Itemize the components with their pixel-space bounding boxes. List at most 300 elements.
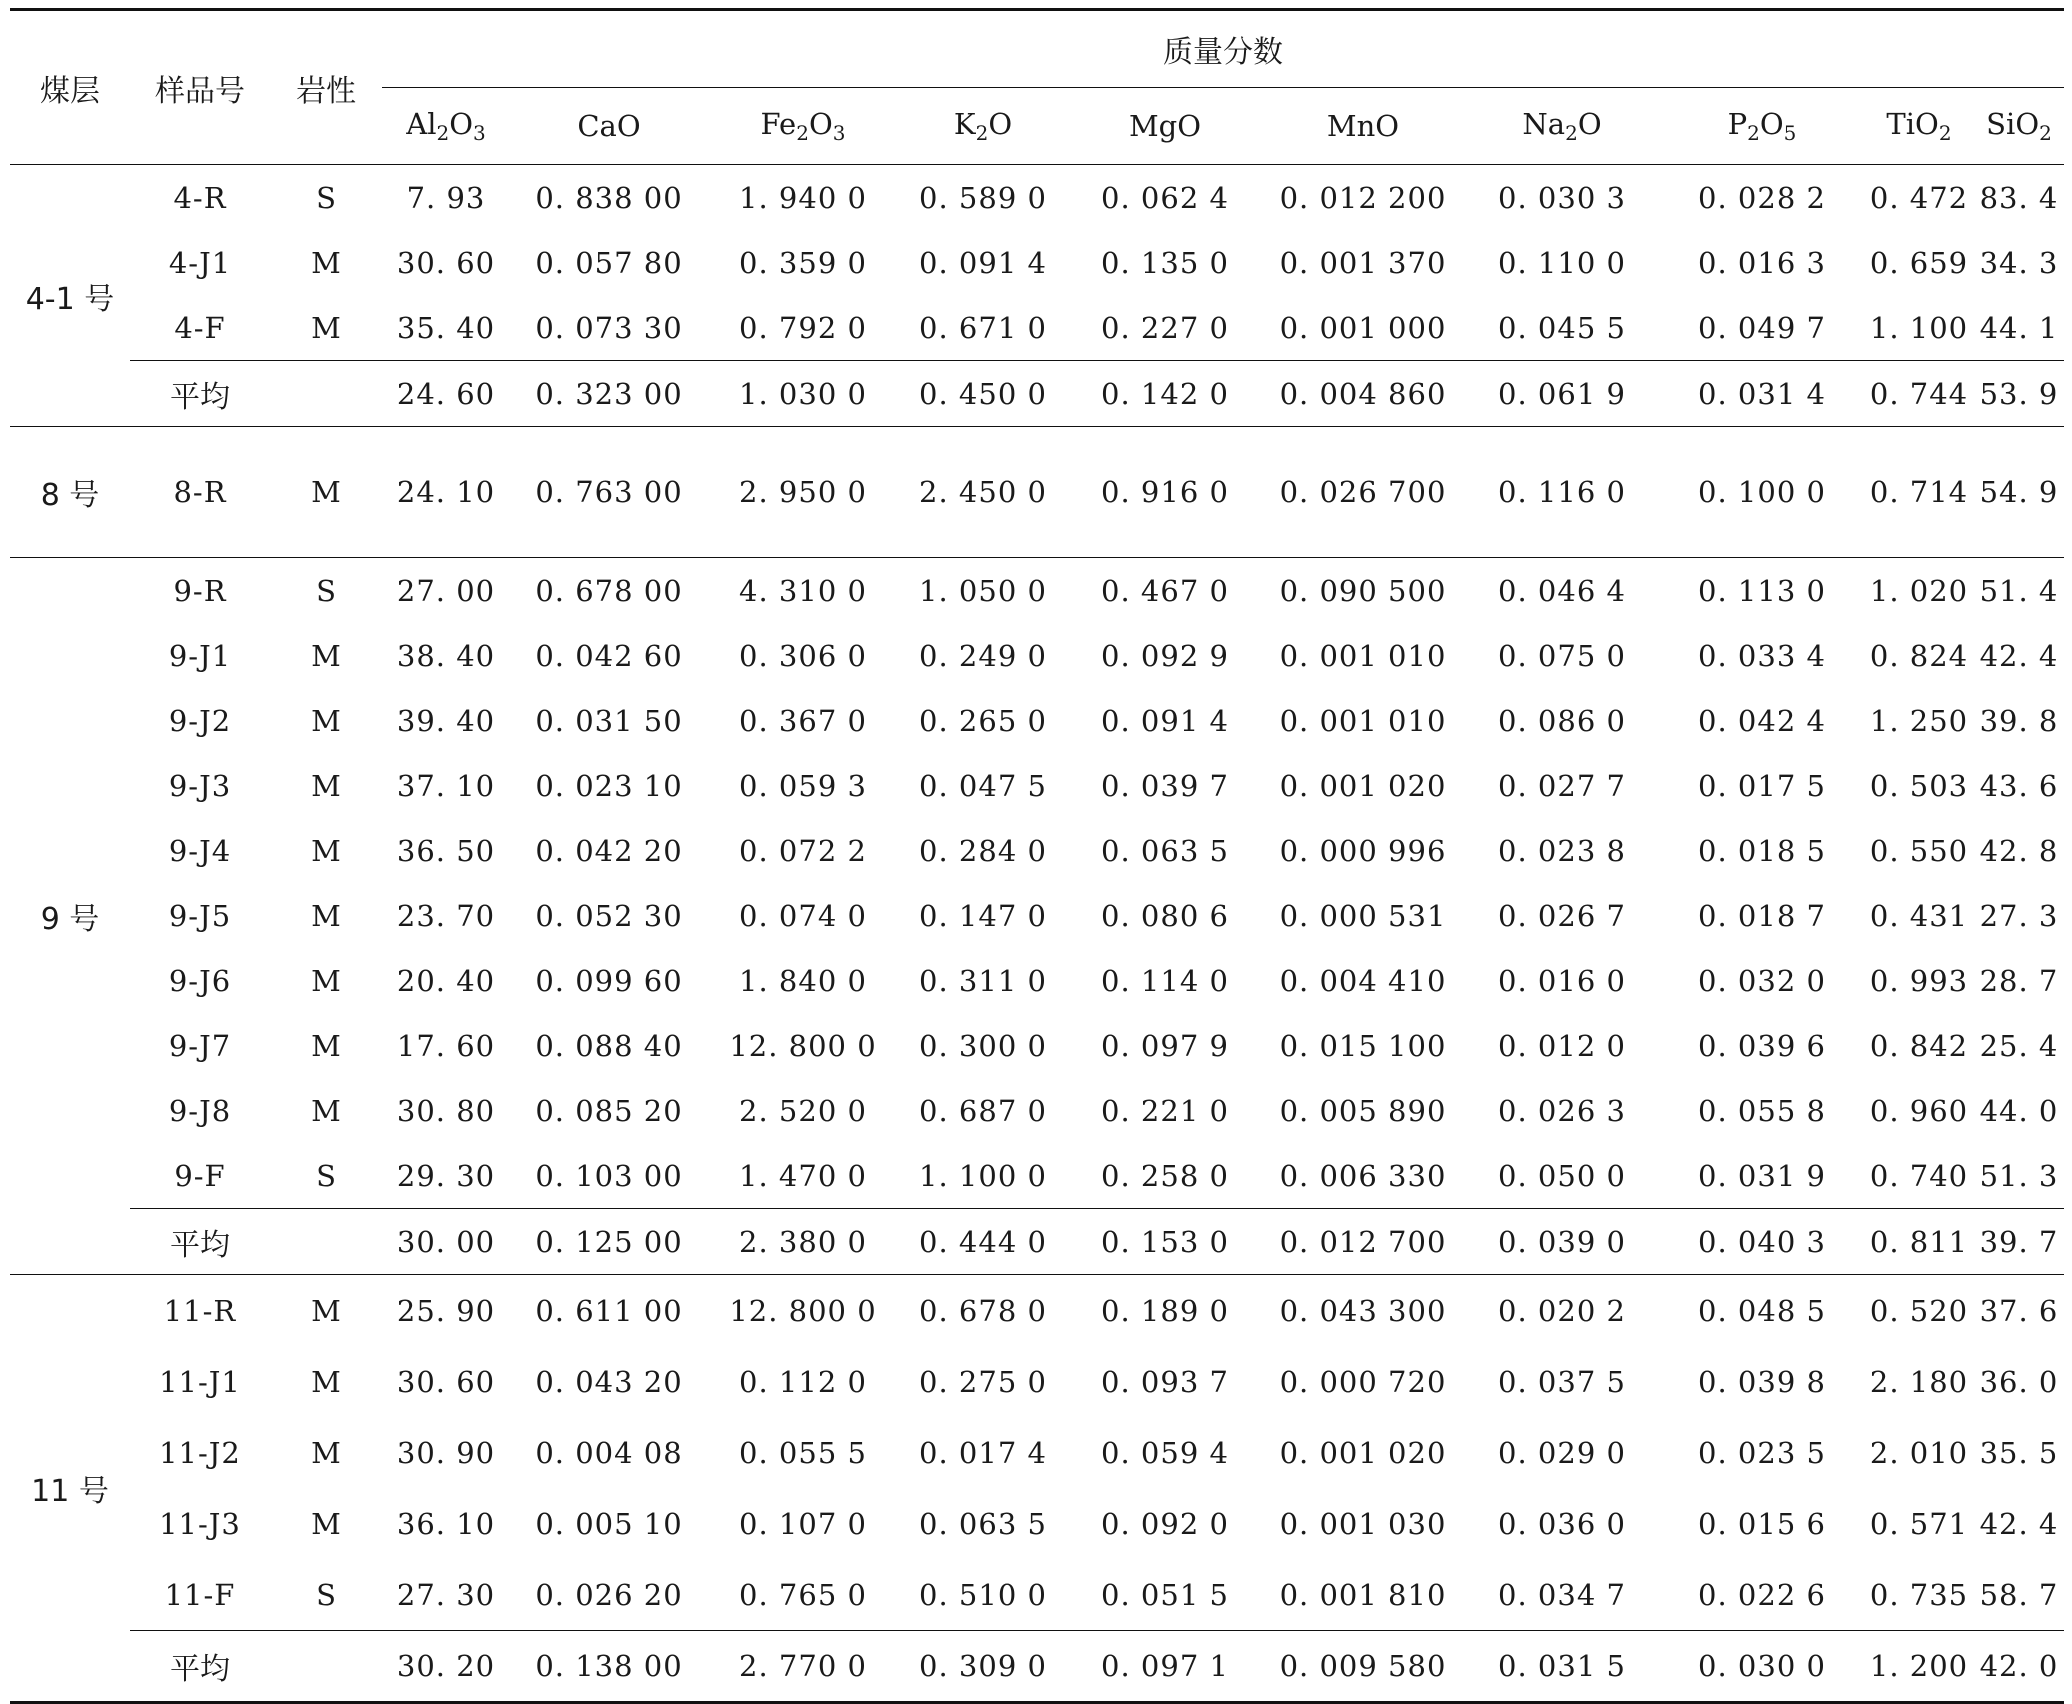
- value-cell: 0. 006 330: [1279, 1158, 1447, 1193]
- value-cell: 0. 678 00: [535, 573, 683, 608]
- value-cell: 0. 510 0: [919, 1577, 1047, 1612]
- value-cell: 0. 114 0: [1101, 963, 1229, 998]
- oxide-symbol: SiO: [1986, 107, 2040, 141]
- lithology-cell: M: [311, 1028, 341, 1063]
- value-cell: 0. 824: [1869, 638, 1969, 673]
- lithology-cell: M: [311, 898, 341, 933]
- value-cell: 0. 116 0: [1498, 475, 1626, 509]
- value-cell: 0. 000 531: [1279, 898, 1447, 933]
- value-cell: 0. 838 00: [535, 180, 683, 215]
- value-cell: 0. 039 6: [1698, 1028, 1826, 1063]
- value-cell: 0. 031 50: [535, 703, 683, 738]
- value-cell: 0. 032 0: [1698, 963, 1826, 998]
- value-cell: 39. 40: [396, 703, 496, 738]
- value-cell: 0. 033 4: [1698, 638, 1826, 673]
- header-lithology: 岩性: [296, 73, 356, 109]
- value-cell: 0. 005 10: [535, 1506, 683, 1541]
- oxide-subscript: 2: [796, 121, 809, 145]
- value-cell: 0. 091 4: [919, 245, 1047, 280]
- value-cell: 25. 90: [396, 1293, 496, 1328]
- value-cell: 0. 017 5: [1698, 768, 1826, 803]
- value-cell: 0. 015 100: [1279, 1028, 1447, 1063]
- value-cell: 0. 050 0: [1498, 1158, 1626, 1193]
- value-cell: 12. 800 0: [729, 1293, 877, 1328]
- sample-cell: 9-J4: [168, 833, 232, 868]
- value-cell: 58. 7: [1979, 1577, 2059, 1612]
- header-oxide: [510, 88, 708, 165]
- value-cell: 30. 90: [396, 1435, 496, 1470]
- average-value-cell: 39. 7: [1974, 1209, 2064, 1275]
- average-label: 平均: [130, 1209, 270, 1275]
- value-cell: 12. 800 0: [729, 1028, 877, 1063]
- value-cell: 0. 055 5: [739, 1435, 867, 1470]
- value-cell: 0. 036 0: [1498, 1506, 1626, 1541]
- value-cell: 0. 431: [1869, 898, 1969, 933]
- oxide-symbol: O: [808, 107, 833, 141]
- value-cell: 0. 042 20: [535, 833, 683, 868]
- average-value-cell: 2. 770 0: [708, 1631, 898, 1703]
- value-cell: 0. 004 410: [1279, 963, 1447, 998]
- average-lithology-empty: [270, 1631, 382, 1703]
- value-cell: 27. 3: [1979, 898, 2059, 933]
- table-row: [10, 818, 2064, 883]
- average-value-cell: 0. 138 00: [510, 1631, 708, 1703]
- value-cell: 0. 714: [1869, 475, 1969, 509]
- average-lithology-empty: [270, 361, 382, 427]
- oxide-symbol: MnO: [1326, 109, 1400, 143]
- value-cell: 0. 046 4: [1498, 573, 1626, 608]
- value-cell: 0. 031 9: [1698, 1158, 1826, 1193]
- header-mass-fraction: 质量分数: [1163, 35, 1283, 70]
- value-cell: 0. 043 20: [535, 1364, 683, 1399]
- value-cell: 0. 000 996: [1279, 833, 1447, 868]
- average-value-cell: 0. 142 0: [1068, 361, 1262, 427]
- average-value-cell: 0. 009 580: [1262, 1631, 1464, 1703]
- lithology-cell: M: [311, 638, 341, 673]
- value-cell: 0. 258 0: [1101, 1158, 1229, 1193]
- value-cell: 0. 034 7: [1498, 1577, 1626, 1612]
- oxide-subscript: 2: [1747, 121, 1760, 145]
- oxide-symbol: P: [1727, 107, 1748, 141]
- value-cell: 0. 030 3: [1498, 180, 1626, 215]
- value-cell: 0. 099 60: [535, 963, 683, 998]
- value-cell: 0. 001 020: [1279, 768, 1447, 803]
- value-cell: 30. 80: [396, 1093, 496, 1128]
- table-row: [10, 427, 2064, 558]
- seam-cell: 8 号: [40, 478, 100, 513]
- value-cell: 0. 055 8: [1698, 1093, 1826, 1128]
- lithology-cell: S: [316, 180, 336, 215]
- value-cell: 0. 023 5: [1698, 1435, 1826, 1470]
- value-cell: 36. 10: [396, 1506, 496, 1541]
- lithology-cell: M: [311, 768, 341, 803]
- oxide-composition-table: [10, 8, 2064, 1704]
- value-cell: 0. 092 9: [1101, 638, 1229, 673]
- table-row: [10, 883, 2064, 948]
- value-cell: 44. 0: [1979, 1093, 2059, 1128]
- value-cell: 0. 051 5: [1101, 1577, 1229, 1612]
- value-cell: 0. 026 3: [1498, 1093, 1626, 1128]
- value-cell: 0. 550: [1869, 833, 1969, 868]
- seam-group: [10, 1275, 2064, 1703]
- value-cell: 0. 110 0: [1498, 245, 1626, 280]
- value-cell: 1. 020: [1869, 573, 1969, 608]
- value-cell: 36. 50: [396, 833, 496, 868]
- average-lithology-empty: [270, 1209, 382, 1275]
- table-row: [10, 1078, 2064, 1143]
- seam-group: [10, 558, 2064, 1275]
- value-cell: 0. 589 0: [919, 180, 1047, 215]
- value-cell: 0. 018 7: [1698, 898, 1826, 933]
- value-cell: 0. 678 0: [919, 1293, 1047, 1328]
- value-cell: 0. 792 0: [739, 310, 867, 345]
- value-cell: 0. 057 80: [535, 245, 683, 280]
- value-cell: 0. 074 0: [739, 898, 867, 933]
- sample-cell: 11-J1: [159, 1364, 241, 1399]
- value-cell: 0. 112 0: [739, 1364, 867, 1399]
- value-cell: 0. 300 0: [919, 1028, 1047, 1063]
- value-cell: 1. 840 0: [739, 963, 867, 998]
- value-cell: 0. 004 08: [535, 1435, 683, 1470]
- value-cell: 0. 993: [1869, 963, 1969, 998]
- value-cell: 20. 40: [396, 963, 496, 998]
- table-row: [10, 230, 2064, 295]
- lithology-cell: M: [311, 833, 341, 868]
- sample-cell: 4-R: [173, 180, 227, 215]
- average-row: [10, 361, 2064, 427]
- table-row: [10, 1275, 2064, 1347]
- average-value-cell: 0. 323 00: [510, 361, 708, 427]
- value-cell: 0. 842: [1869, 1028, 1969, 1063]
- sample-cell: 9-J7: [168, 1028, 232, 1063]
- value-cell: 0. 189 0: [1101, 1293, 1229, 1328]
- value-cell: 7. 93: [406, 180, 486, 215]
- average-value-cell: 53. 9: [1974, 361, 2064, 427]
- value-cell: 0. 359 0: [739, 245, 867, 280]
- header-oxide: [898, 88, 1068, 165]
- oxide-symbol: O: [988, 107, 1013, 141]
- lithology-cell: S: [316, 573, 336, 608]
- sample-cell: 11-F: [164, 1577, 236, 1612]
- seam-cell: 9 号: [40, 902, 100, 937]
- value-cell: 1. 250: [1869, 703, 1969, 738]
- oxide-subscript: 5: [1783, 121, 1797, 145]
- value-cell: 0. 740: [1869, 1158, 1969, 1193]
- value-cell: 0. 687 0: [919, 1093, 1047, 1128]
- lithology-cell: S: [316, 1158, 336, 1193]
- oxide-symbol: O: [1577, 107, 1602, 141]
- table-row: [10, 558, 2064, 624]
- value-cell: 1. 100: [1869, 310, 1969, 345]
- value-cell: 0. 045 5: [1498, 310, 1626, 345]
- table-row: [10, 165, 2064, 231]
- value-cell: 0. 059 4: [1101, 1435, 1229, 1470]
- value-cell: 2. 950 0: [739, 475, 867, 509]
- lithology-cell: M: [311, 963, 341, 998]
- seam-group: [10, 427, 2064, 558]
- value-cell: 0. 093 7: [1101, 1364, 1229, 1399]
- lithology-cell: M: [311, 1506, 341, 1541]
- value-cell: 0. 103 00: [535, 1158, 683, 1193]
- value-cell: 36. 0: [1979, 1364, 2059, 1399]
- table-row: [10, 688, 2064, 753]
- value-cell: 29. 30: [396, 1158, 496, 1193]
- value-cell: 0. 047 5: [919, 768, 1047, 803]
- value-cell: 35. 5: [1979, 1435, 2059, 1470]
- value-cell: 0. 001 030: [1279, 1506, 1447, 1541]
- value-cell: 0. 097 9: [1101, 1028, 1229, 1063]
- value-cell: 38. 40: [396, 638, 496, 673]
- value-cell: 0. 221 0: [1101, 1093, 1229, 1128]
- sample-cell: 8-R: [173, 475, 227, 509]
- lithology-cell: M: [311, 245, 341, 280]
- average-value-cell: 0. 450 0: [898, 361, 1068, 427]
- value-cell: 0. 063 5: [1101, 833, 1229, 868]
- value-cell: 0. 026 7: [1498, 898, 1626, 933]
- value-cell: 0. 000 720: [1279, 1364, 1447, 1399]
- average-value-cell: 1. 030 0: [708, 361, 898, 427]
- average-value-cell: 0. 061 9: [1464, 361, 1660, 427]
- value-cell: 42. 4: [1979, 1506, 2059, 1541]
- table-row: [10, 623, 2064, 688]
- value-cell: 17. 60: [396, 1028, 496, 1063]
- value-cell: 4. 310 0: [739, 573, 867, 608]
- value-cell: 0. 027 7: [1498, 768, 1626, 803]
- oxide-subscript: 2: [1938, 121, 1952, 145]
- value-cell: 42. 8: [1979, 833, 2059, 868]
- value-cell: 27. 00: [396, 573, 496, 608]
- table-row: [10, 1013, 2064, 1078]
- sample-cell: 4-F: [174, 310, 226, 345]
- sample-cell: 11-J3: [159, 1506, 241, 1541]
- average-value-cell: 0. 004 860: [1262, 361, 1464, 427]
- value-cell: 0. 001 810: [1279, 1577, 1447, 1612]
- value-cell: 0. 063 5: [919, 1506, 1047, 1541]
- value-cell: 0. 086 0: [1498, 703, 1626, 738]
- value-cell: 0. 043 300: [1279, 1293, 1447, 1328]
- oxide-symbol: CaO: [577, 109, 641, 143]
- sample-cell: 9-J5: [168, 898, 232, 933]
- sample-cell: 9-J3: [168, 768, 232, 803]
- seam-cell: 4-1 号: [25, 281, 115, 317]
- table-row: [10, 295, 2064, 361]
- value-cell: 0. 017 4: [919, 1435, 1047, 1470]
- average-value-cell: 42. 0: [1974, 1631, 2064, 1703]
- value-cell: 0. 275 0: [919, 1364, 1047, 1399]
- table-row: [10, 948, 2064, 1013]
- sample-cell: 11-J2: [159, 1435, 241, 1470]
- value-cell: 0. 059 3: [739, 768, 867, 803]
- lithology-cell: M: [311, 1364, 341, 1399]
- oxide-symbol: O: [1759, 107, 1784, 141]
- value-cell: 2. 450 0: [919, 475, 1047, 509]
- value-cell: 0. 042 60: [535, 638, 683, 673]
- value-cell: 34. 3: [1979, 245, 2059, 280]
- value-cell: 0. 763 00: [535, 475, 683, 509]
- sample-cell: 9-J1: [168, 638, 232, 673]
- average-value-cell: 0. 030 0: [1660, 1631, 1864, 1703]
- value-cell: 54. 9: [1979, 475, 2059, 509]
- header-sample: 样品号: [155, 73, 245, 109]
- value-cell: 0. 001 010: [1279, 638, 1447, 673]
- value-cell: 0. 018 5: [1698, 833, 1826, 868]
- average-value-cell: 30. 20: [382, 1631, 510, 1703]
- average-value-cell: 0. 444 0: [898, 1209, 1068, 1275]
- average-row: [10, 1631, 2064, 1703]
- oxide-subscript: 3: [473, 121, 486, 145]
- value-cell: 0. 311 0: [919, 963, 1047, 998]
- table-row: [10, 1559, 2064, 1631]
- value-cell: 0. 735: [1869, 1577, 1969, 1612]
- average-value-cell: 0. 153 0: [1068, 1209, 1262, 1275]
- sample-cell: 9-J2: [168, 703, 232, 738]
- oxide-symbol: K: [953, 107, 976, 141]
- average-value-cell: 0. 125 00: [510, 1209, 708, 1275]
- value-cell: 1. 050 0: [919, 573, 1047, 608]
- value-cell: 0. 073 30: [535, 310, 683, 345]
- value-cell: 0. 016 3: [1698, 245, 1826, 280]
- average-value-cell: 1. 200: [1864, 1631, 1974, 1703]
- value-cell: 0. 092 0: [1101, 1506, 1229, 1541]
- value-cell: 1. 100 0: [919, 1158, 1047, 1193]
- header-oxide: [1864, 88, 1974, 165]
- table-row: [10, 753, 2064, 818]
- table-header: [10, 10, 2064, 165]
- value-cell: 23. 70: [396, 898, 496, 933]
- value-cell: 0. 001 010: [1279, 703, 1447, 738]
- lithology-cell: M: [311, 703, 341, 738]
- value-cell: 2. 520 0: [739, 1093, 867, 1128]
- value-cell: 2. 180: [1869, 1364, 1969, 1399]
- value-cell: 0. 765 0: [739, 1577, 867, 1612]
- value-cell: 0. 052 30: [535, 898, 683, 933]
- value-cell: 0. 049 7: [1698, 310, 1826, 345]
- value-cell: 0. 611 00: [535, 1293, 683, 1328]
- value-cell: 0. 016 0: [1498, 963, 1626, 998]
- sample-cell: 9-J6: [168, 963, 232, 998]
- header-oxide: [1660, 88, 1864, 165]
- value-cell: 42. 4: [1979, 638, 2059, 673]
- value-cell: 0. 135 0: [1101, 245, 1229, 280]
- value-cell: 0. 472: [1869, 180, 1969, 215]
- oxide-symbol: Fe: [760, 107, 797, 141]
- value-cell: 0. 039 7: [1101, 768, 1229, 803]
- table-row: [10, 1346, 2064, 1417]
- value-cell: 0. 001 370: [1279, 245, 1447, 280]
- header-oxide: [382, 88, 510, 165]
- average-value-cell: 0. 031 4: [1660, 361, 1864, 427]
- header-oxide: [1262, 88, 1464, 165]
- header-oxide: [1068, 88, 1262, 165]
- value-cell: 27. 30: [396, 1577, 496, 1612]
- value-cell: 39. 8: [1979, 703, 2059, 738]
- lithology-cell: M: [311, 1093, 341, 1128]
- value-cell: 0. 520: [1869, 1293, 1969, 1328]
- value-cell: 0. 028 2: [1698, 180, 1826, 215]
- value-cell: 0. 107 0: [739, 1506, 867, 1541]
- value-cell: 28. 7: [1979, 963, 2059, 998]
- oxide-symbol: MgO: [1128, 109, 1202, 143]
- value-cell: 0. 020 2: [1498, 1293, 1626, 1328]
- oxide-subscript: 2: [2039, 121, 2052, 145]
- value-cell: 0. 022 6: [1698, 1577, 1826, 1612]
- header-oxide: [1974, 88, 2064, 165]
- value-cell: 0. 503: [1869, 768, 1969, 803]
- value-cell: 1. 470 0: [739, 1158, 867, 1193]
- seam-cell: 11 号: [31, 1474, 109, 1509]
- value-cell: 0. 023 10: [535, 768, 683, 803]
- value-cell: 24. 10: [396, 475, 496, 509]
- value-cell: 51. 3: [1979, 1158, 2059, 1193]
- sample-cell: 11-R: [163, 1293, 237, 1328]
- value-cell: 0. 085 20: [535, 1093, 683, 1128]
- header-oxide: [1464, 88, 1660, 165]
- value-cell: 0. 072 2: [739, 833, 867, 868]
- value-cell: 0. 029 0: [1498, 1435, 1626, 1470]
- value-cell: 0. 023 8: [1498, 833, 1626, 868]
- value-cell: 0. 048 5: [1698, 1293, 1826, 1328]
- value-cell: 0. 026 700: [1279, 475, 1447, 509]
- value-cell: 2. 010: [1869, 1435, 1969, 1470]
- value-cell: 83. 4: [1979, 180, 2059, 215]
- oxide-subscript: 2: [1565, 121, 1578, 145]
- average-label: 平均: [130, 361, 270, 427]
- oxide-symbol: O: [449, 107, 473, 141]
- value-cell: 0. 026 20: [535, 1577, 683, 1612]
- value-cell: 0. 671 0: [919, 310, 1047, 345]
- table-row: [10, 1143, 2064, 1209]
- value-cell: 0. 367 0: [739, 703, 867, 738]
- lithology-cell: S: [316, 1577, 336, 1612]
- value-cell: 0. 062 4: [1101, 180, 1229, 215]
- value-cell: 51. 4: [1979, 573, 2059, 608]
- lithology-cell: M: [311, 1435, 341, 1470]
- average-value-cell: 0. 811: [1864, 1209, 1974, 1275]
- value-cell: 0. 916 0: [1101, 475, 1229, 509]
- sample-cell: 9-F: [174, 1158, 226, 1193]
- value-cell: 30. 60: [396, 1364, 496, 1399]
- sample-cell: 4-J1: [168, 245, 232, 280]
- oxide-subscript: 3: [832, 121, 846, 145]
- value-cell: 0. 015 6: [1698, 1506, 1826, 1541]
- average-value-cell: 0. 012 700: [1262, 1209, 1464, 1275]
- average-value-cell: 2. 380 0: [708, 1209, 898, 1275]
- oxide-symbol: Al: [406, 107, 437, 141]
- value-cell: 0. 659: [1869, 245, 1969, 280]
- value-cell: 0. 075 0: [1498, 638, 1626, 673]
- value-cell: 37. 6: [1979, 1293, 2059, 1328]
- value-cell: 25. 4: [1979, 1028, 2059, 1063]
- value-cell: 0. 467 0: [1101, 573, 1229, 608]
- value-cell: 0. 090 500: [1279, 573, 1447, 608]
- oxide-subscript: 2: [975, 121, 989, 145]
- value-cell: 0. 037 5: [1498, 1364, 1626, 1399]
- value-cell: 0. 227 0: [1101, 310, 1229, 345]
- average-row: [10, 1209, 2064, 1275]
- value-cell: 0. 284 0: [919, 833, 1047, 868]
- average-value-cell: 0. 309 0: [898, 1631, 1068, 1703]
- table-row: [10, 1488, 2064, 1559]
- value-cell: 0. 001 000: [1279, 310, 1447, 345]
- sample-cell: 9-R: [173, 573, 227, 608]
- lithology-cell: M: [311, 310, 341, 345]
- header-seam: 煤层: [40, 73, 100, 109]
- sample-cell: 9-J8: [168, 1093, 232, 1128]
- value-cell: 35. 40: [396, 310, 496, 345]
- average-value-cell: 30. 00: [382, 1209, 510, 1275]
- value-cell: 0. 042 4: [1698, 703, 1826, 738]
- value-cell: 0. 012 200: [1279, 180, 1447, 215]
